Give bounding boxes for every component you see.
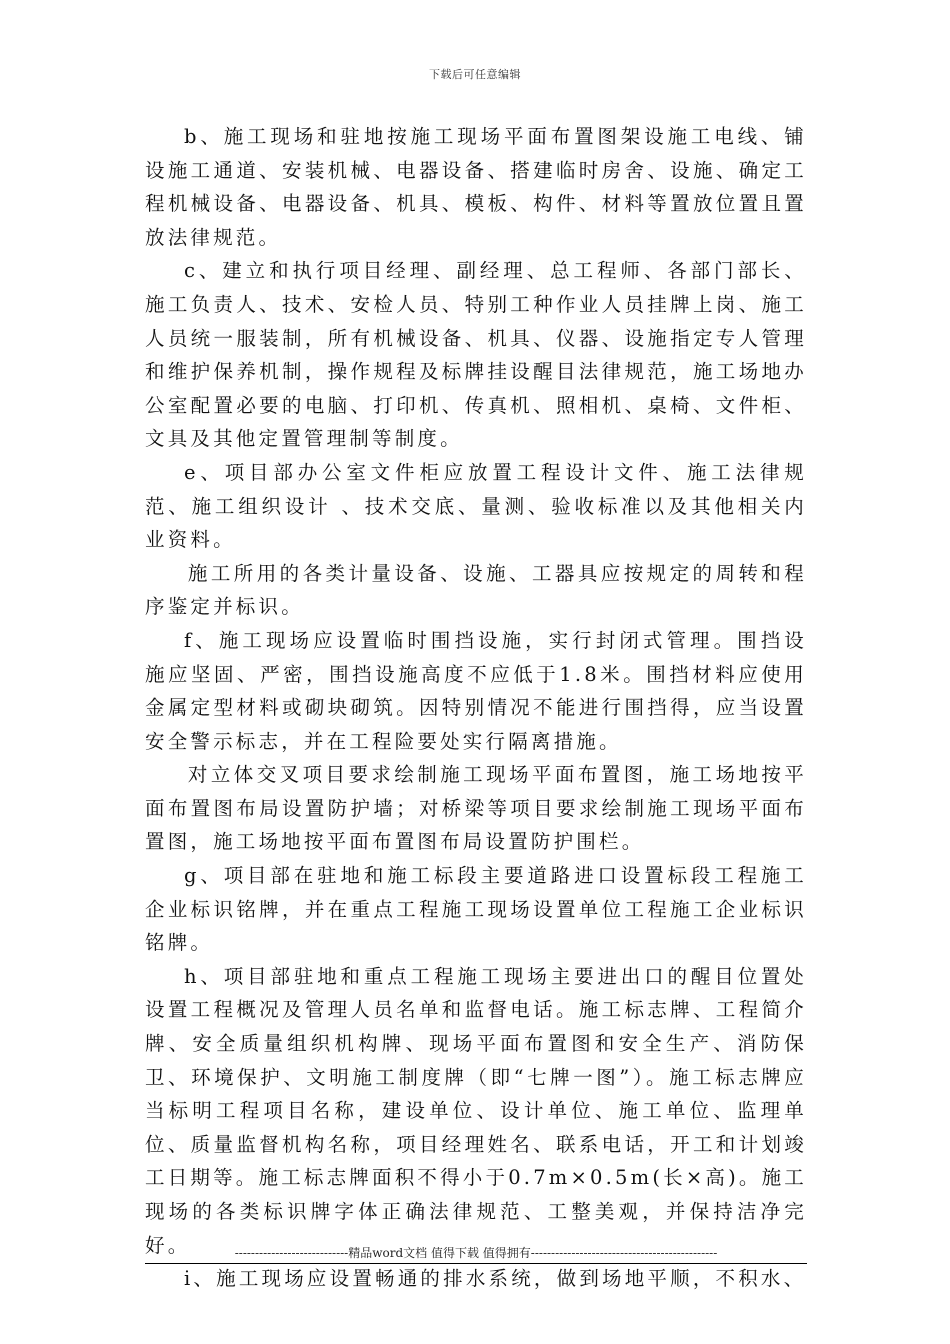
footer-note: ----------------------------精品word文档 值得下载 值得拥有---------------------------------------------- (234, 1246, 718, 1260)
paragraph-i: i、施工现场应设置畅通的排水系统，做到场地平顺，不积水、 (184, 1267, 807, 1291)
header-note: 下载后可任意编辑 (429, 68, 521, 81)
paragraph-measurement: 施工所用的各类计量设备、设施、工器具应按规定的周转和程序鉴定并标识。 (145, 561, 807, 619)
paragraph-b: b、施工现场和驻地按施工现场平面布置图架设施工电线、铺设施工通道、安装机械、电器设备、搭建临时房舍、设施、确定工程机械设备、电器设备、机具、模板、构件、材料等置放位置且置放法律规范。 (145, 125, 807, 249)
paragraph-c: c、建立和执行项目经理、副经理、总工程师、各部门部长、施工负责人、技术、安检人员、特别工种作业人员挂牌上岗、施工人员统一服装制，所有机械设备、机具、仪器、设施指定专人管理和维护保养机制，操作规程及标牌挂设醒目法律规范，施工场地办公室配置必要的电脑、打印机、传真机、照相机、桌椅、文件柜、文具及其他定置管理制等制度。 (145, 259, 807, 451)
paragraph-overpass: 对立体交叉项目要求绘制施工现场平面布置图，施工场地按平面布置图布局设置防护墙；对桥梁等项目要求绘制施工现场平面布置图，施工场地按平面布置图布局设置防护围栏。 (145, 763, 807, 854)
paragraph-e: e、项目部办公室文件柜应放置工程设计文件、施工法律规范、施工组织设计 、技术交底、量测、验收标准以及其他相关内业资料。 (145, 460, 807, 552)
paragraph-f: f、施工现场应设置临时围挡设施，实行封闭式管理。围挡设施应坚固、严密，围挡设施高度不应低于1.8米。围挡材料应使用金属定型材料或砌块砌筑。因特别情况不能进行围挡得，应当设置安全警示标志，并在工程险要处实行隔离措施。 (145, 628, 807, 753)
paragraph-h: h、项目部驻地和重点工程施工现场主要进出口的醒目位置处设置工程概况及管理人员名单和监督电话。施工标志牌、工程简介牌、安全质量组织机构牌、现场平面布置图和安全生产、消防保卫、环境保护、文明施工制度牌（即“七牌一图”）。施工标志牌应当标明工程项目名称，建设单位、设计单位、施工单位、监理单位、质量监督机构名称，项目经理姓名、联系电话，开工和计划竣工日期等。施工标志牌面积不得小于0.7m×0.5m(长×高)。施工现场的各类标识牌字体正确法律规范、工整美观，并保持洁净完好。 (145, 964, 807, 1257)
footer-divider (145, 1263, 807, 1264)
document-body (145, 120, 807, 1296)
paragraph-g: g、项目部在驻地和施工标段主要道路进口设置标段工程施工企业标识铭牌，并在重点工程施工现场设置单位工程施工企业标识铭牌。 (145, 864, 807, 955)
